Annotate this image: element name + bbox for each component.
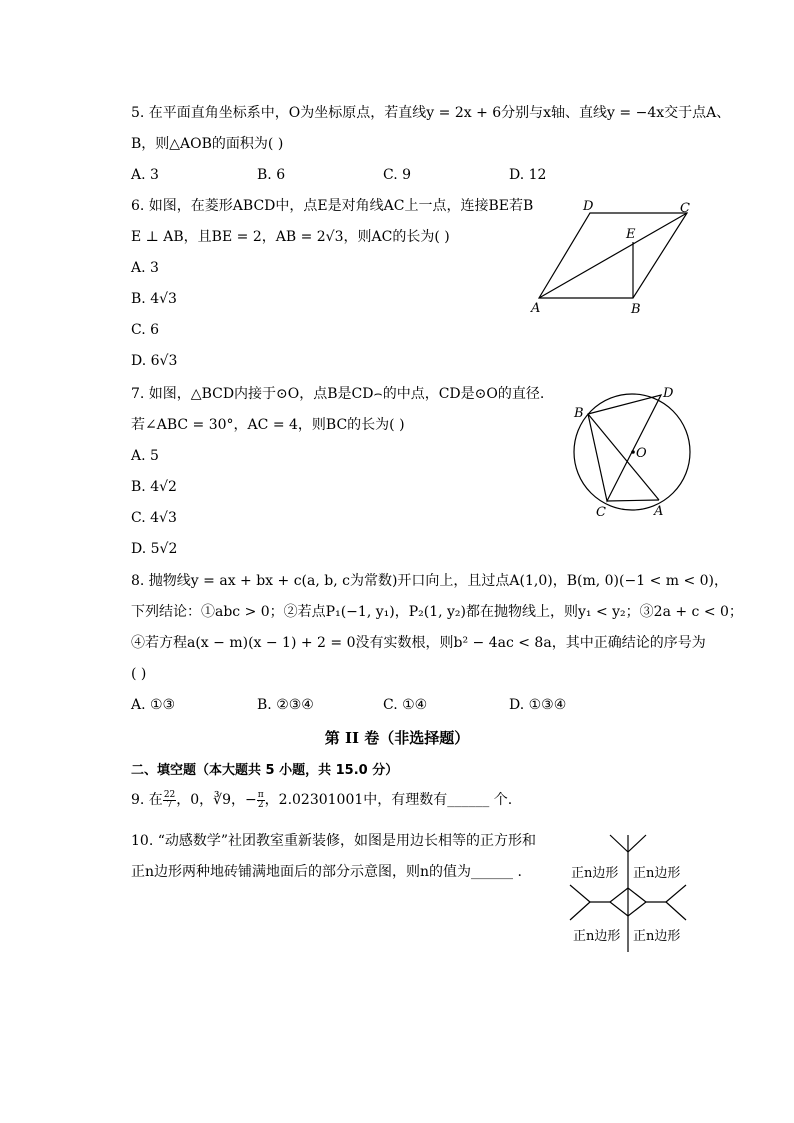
q5-option-c: C. 9	[383, 167, 412, 183]
q6-stem-line2: E ⊥ AB，且BE = 2，AB = 2√3，则AC的长为( )	[131, 229, 450, 245]
q5-stem-line2: B，则△AOB的面积为( )	[131, 136, 284, 152]
tiling-figure	[560, 830, 700, 955]
q6-option-a: A. 3	[131, 260, 159, 276]
q7-option-a: A. 5	[131, 448, 159, 464]
q8-option-d: D. ①③④	[509, 697, 567, 713]
q8-stem-line1: 8. 抛物线y = ax + bx + c(a, b, c为常数)开口向上，且过点A(1,0)，B(m, 0)(−1 < m < 0)，	[131, 573, 729, 589]
rhombus-label-a: A	[531, 301, 541, 316]
section-heading: 二、填空题（本大题共 5 小题，共 15.0 分）	[131, 763, 399, 778]
part2-title: 第 II 卷（非选择题）	[324, 729, 470, 747]
q10-stem-line1: 10. “动感数学”社团教室重新装修，如图是用边长相等的正方形和	[131, 833, 537, 849]
rhombus-label-b: B	[631, 302, 641, 317]
q8-stem-line3: ④若方程a(x − m)(x − 1) + 2 = 0没有实数根，则b² − 4ac < 8a，其中正确结论的序号为	[131, 635, 706, 651]
tiling-label-bottom-left: 正n边形	[573, 929, 621, 944]
circle-label-c: C	[596, 505, 606, 520]
q6-option-d: D. 6√3	[131, 353, 178, 369]
q8-stem-line4: ( )	[131, 666, 147, 682]
rhombus-label-e: E	[626, 227, 636, 242]
q7-stem-line1: 7. 如图，△BCD内接于⊙O，点B是CD⌢的中点，CD是⊙O的直径.	[131, 386, 545, 402]
circle-figure	[563, 383, 703, 523]
tiling-label-top-right: 正n边形	[633, 866, 681, 881]
q10-stem-line2: 正n边形两种地砖铺满地面后的部分示意图，则n的值为______ .	[131, 864, 522, 880]
q7-option-b: B. 4√2	[131, 479, 177, 495]
circle-label-a: A	[654, 504, 664, 519]
q5-option-d: D. 12	[509, 167, 547, 183]
q9-middle: ，0，∛9，−	[176, 792, 257, 808]
q9-suffix: ，2.02301001中，有理数有______ 个.	[264, 792, 513, 808]
q6-option-b: B. 4√3	[131, 291, 177, 307]
q6-option-c: C. 6	[131, 322, 160, 338]
circle-label-b: B	[574, 406, 584, 421]
q5-stem-line1: 5. 在平面直角坐标系中，O为坐标原点，若直线y = 2x + 6分别与x轴、直线y = −4x交于点A、	[131, 105, 731, 121]
q6-stem-line1: 6. 如图，在菱形ABCD中，点E是对角线AC上一点，连接BE若B	[131, 198, 534, 214]
q9-prefix: 9. 在	[131, 792, 163, 808]
q5-option-a: A. 3	[131, 167, 159, 183]
q8-option-c: C. ①④	[383, 697, 428, 713]
q8-option-a: A. ①③	[131, 697, 176, 713]
tiling-label-top-left: 正n边形	[571, 866, 619, 881]
q8-option-b: B. ②③④	[257, 697, 314, 713]
tiling-label-bottom-right: 正n边形	[633, 929, 681, 944]
q9-stem	[131, 790, 512, 810]
q7-option-d: D. 5√2	[131, 541, 178, 557]
rhombus-figure	[525, 195, 700, 320]
rhombus-label-d: D	[583, 199, 594, 214]
fraction-22-7: $\frac{22}{7}$	[163, 789, 176, 810]
q7-option-c: C. 4√3	[131, 510, 177, 526]
q7-stem-line2: 若∠ABC = 30°，AC = 4，则BC的长为( )	[131, 417, 405, 433]
fraction-pi-2: $\frac{\pi}{2}$	[257, 789, 264, 810]
q8-stem-line2: 下列结论：①abc > 0；②若点P₁(−1, y₁)，P₂(1, y₂)都在抛物线上，则y₁ < y₂；③2a + c < 0；	[131, 604, 743, 620]
q5-option-b: B. 6	[257, 167, 286, 183]
rhombus-label-c: C	[680, 201, 690, 216]
circle-label-d: D	[663, 386, 674, 401]
circle-label-o: O	[636, 446, 647, 461]
